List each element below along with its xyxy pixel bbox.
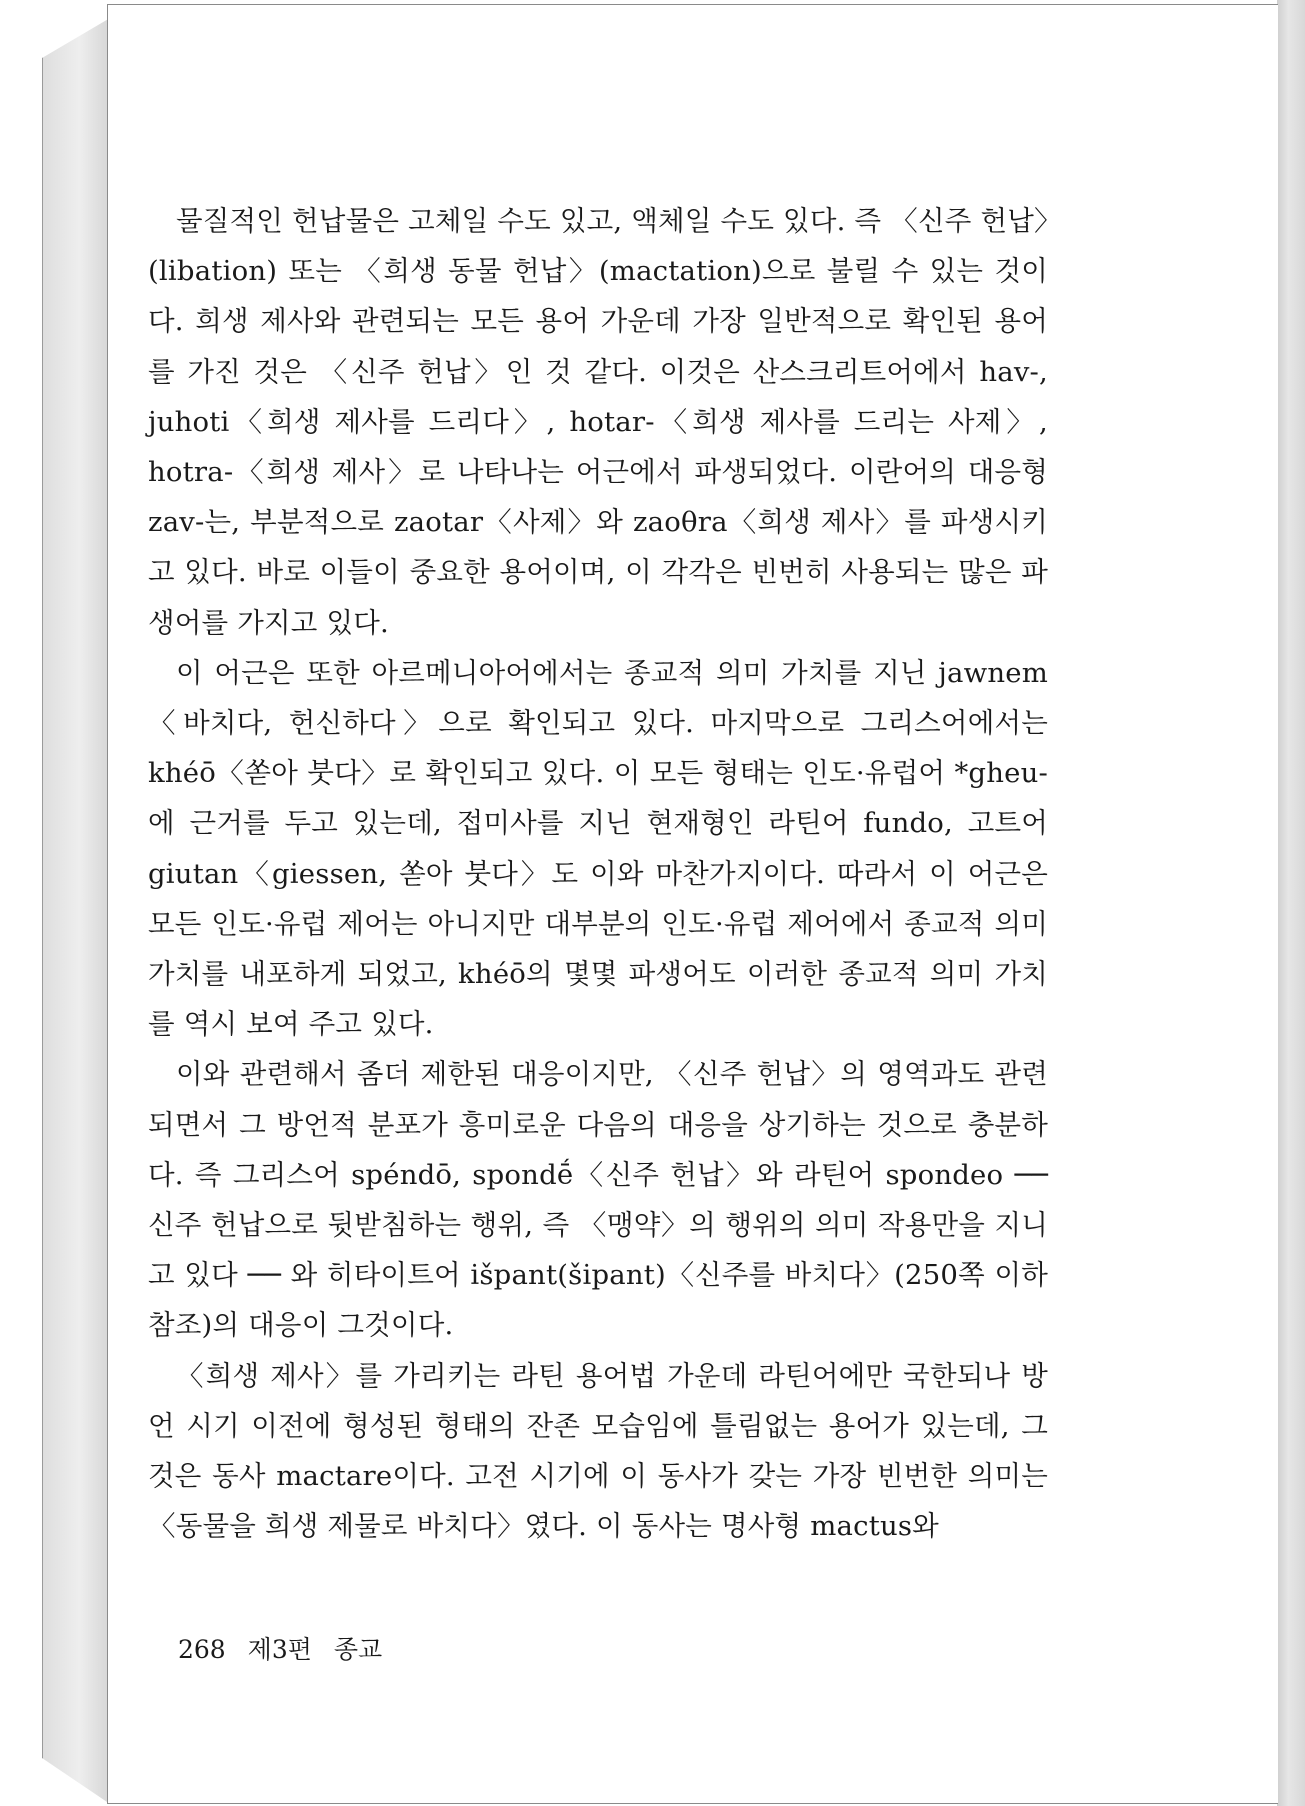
section-title: 종교 [333,1635,383,1664]
page-footer [178,1630,396,1666]
paragraph-2: 이 어근은 또한 아르메니아어에서는 종교적 의미 가치를 지닌 jawnem〈바치다, 헌신하다〉으로 확인되고 있다. 마지막으로 그리스어에서는 khéō〈쏟아 붓다〉로 확인되고 있다. 이 모든 형태는 인도·유럽어 *gheu-에 근거를 두고 있는데, 접미사를 지닌 현재형인 라틴어 fundo, 고트어 giutan〈giessen, 쏟아 붓다〉도 이와 마찬가지이다. 따라서 이 어근은 모든 인도·유럽 제어는 아니지만 대부분의 인도·유럽 제어에서 종교적 의미 가치를 내포하게 되었고, khéō의 몇몇 파생어도 이러한 종교적 의미 가치를 역시 보여 주고 있다. [148,656,1048,1041]
paragraph-1: 물질적인 헌납물은 고체일 수도 있고, 액체일 수도 있다. 즉 〈신주 헌납〉(libation) 또는 〈희생 동물 헌납〉(mactation)으로 불릴 수 있는 것이다. 희생 제사와 관련되는 모든 용어 가운데 가장 일반적으로 확인된 용어를 가진 것은 〈신주 헌납〉인 것 같다. 이것은 산스크리트어에서 hav-, juhoti〈희생 제사를 드리다〉, hotar-〈희생 제사를 드리는 사제〉, hotra-〈희생 제사〉로 나타나는 어근에서 파생되었다. 이란어의 대응형 zav-는, 부분적으로 zaotar〈사제〉와 zaoθra〈희생 제사〉를 파생시키고 있다. 바로 이들이 중요한 용어이며, 이 각각은 빈번히 사용되는 많은 파생어를 가지고 있다. [148,205,1048,639]
page-edge [1277,0,1305,1806]
book-spine [42,18,110,1804]
section-label: 제3편 [247,1635,312,1664]
paragraph-3: 이와 관련해서 좀더 제한된 대응이지만, 〈신주 헌납〉의 영역과도 관련되면서 그 방언적 분포가 흥미로운 다음의 대응을 상기하는 것으로 충분하다. 즉 그리스어 spéndō, spondḗ〈신주 헌납〉와 라틴어 spondeo ── 신주 헌납으로 뒷받침하는 행위, 즉 〈맹약〉의 행위의 의미 작용만을 지니고 있다 ── 와 히타이트어 išpant(šipant)〈신주를 바치다〉(250쪽 이하 참조)의 대응이 그것이다. [148,1058,1048,1342]
paragraph-4: 〈희생 제사〉를 가리키는 라틴 용어법 가운데 라틴어에만 국한되나 방언 시기 이전에 형성된 형태의 잔존 모습임에 틀림없는 용어가 있는데, 그것은 동사 mactare이다. 고전 시기에 이 동사가 갖는 가장 빈번한 의미는 〈동물을 희생 제물로 바치다〉였다. 이 동사는 명사형 mactus와 [148,1359,1048,1543]
body-text [148,196,1048,1551]
page-number: 268 [178,1635,226,1664]
